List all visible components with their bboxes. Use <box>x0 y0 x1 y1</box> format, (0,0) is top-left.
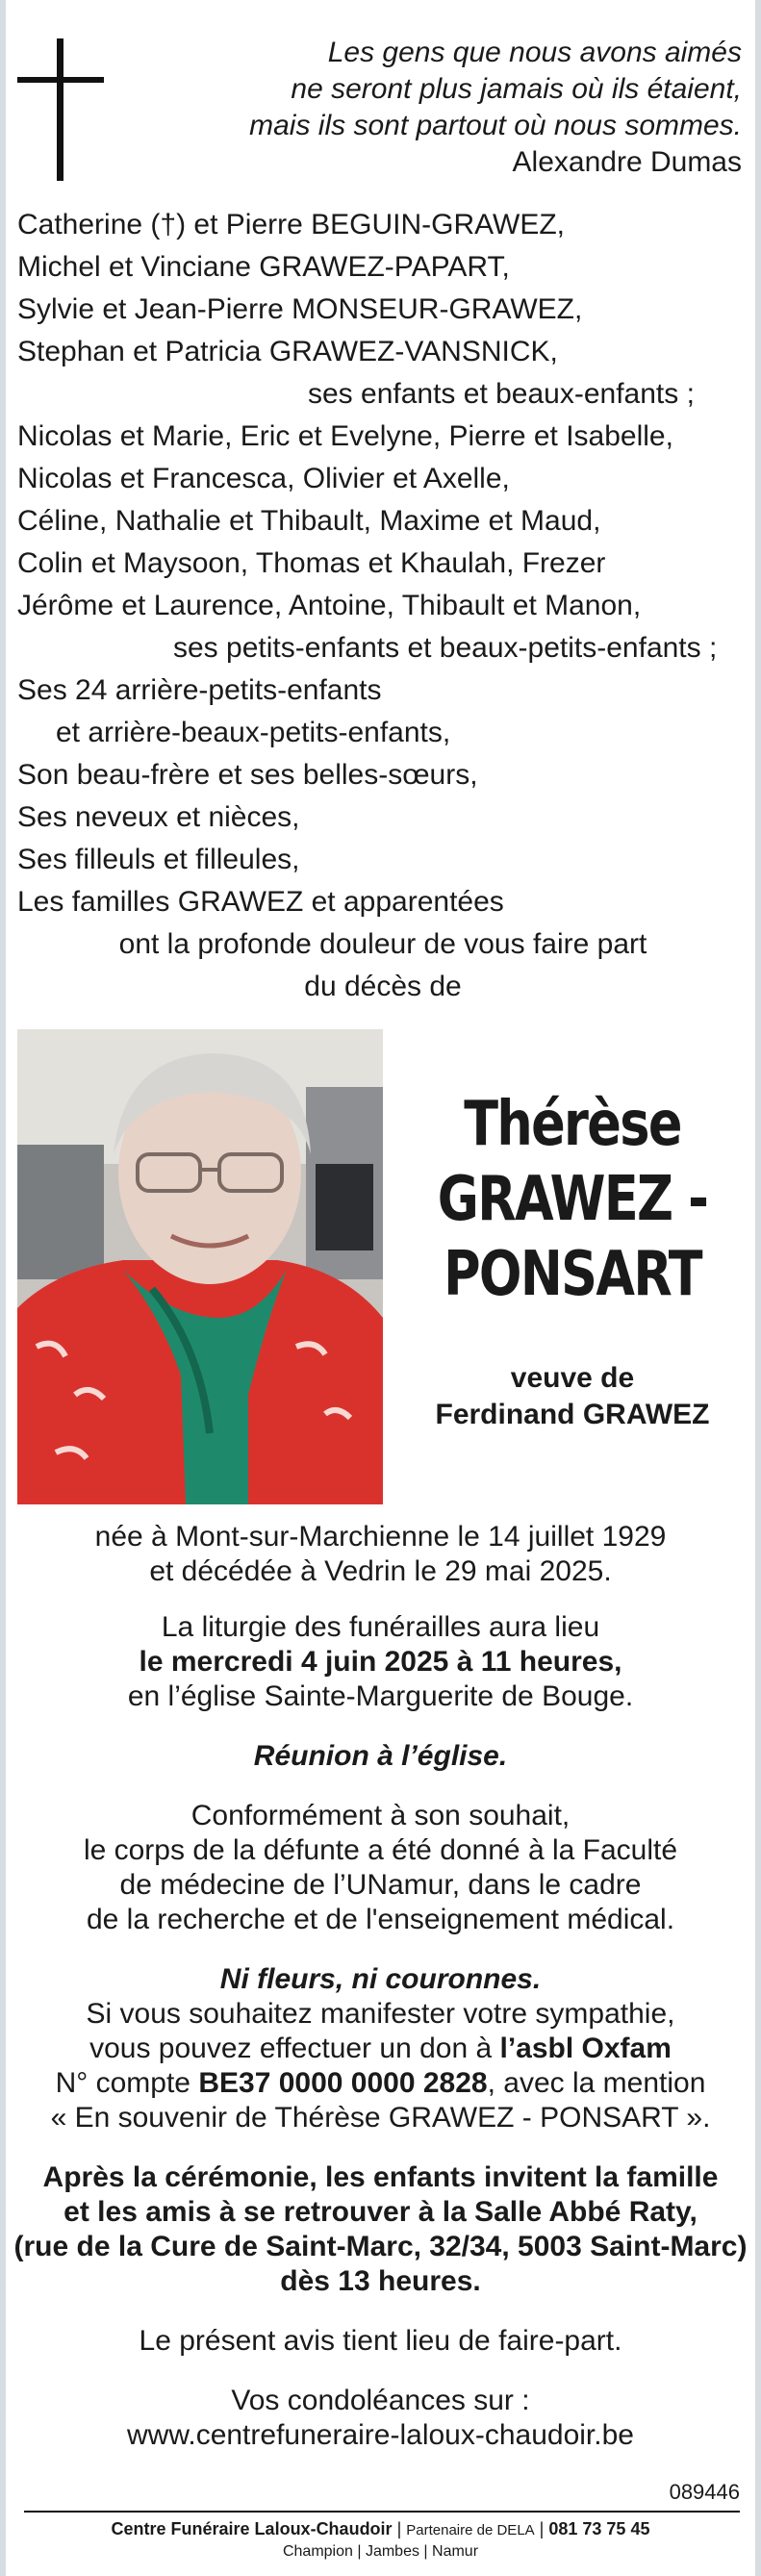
family-line: Ses filleuls et filleules, <box>17 844 300 875</box>
reception-line: dès 13 heures. <box>280 2265 481 2297</box>
family-line: Stephan et Patricia GRAWEZ-VANSNICK, <box>17 336 558 367</box>
quote-line: mais ils sont partout où nous sommes. <box>249 110 742 141</box>
donation-line: « En souvenir de Thérèse GRAWEZ - PONSART ». <box>50 2102 711 2134</box>
family-line: Nicolas et Marie, Eric et Evelyne, Pierre et Isabelle, <box>17 420 673 452</box>
family-line: ses petits-enfants et beaux-petits-enfants ; <box>173 632 718 664</box>
family-line: Céline, Nathalie et Thibault, Maxime et Maud, <box>17 505 601 537</box>
bank-account: BE37 0000 0000 2828 <box>198 2067 488 2099</box>
flowers-note: Ni fleurs, ni couronnes. <box>219 1963 542 1995</box>
wish-line: de la recherche et de l'enseignement médical. <box>86 1904 675 1935</box>
family-line: et arrière-beaux-petits-enfants, <box>56 717 451 748</box>
family-line: Nicolas et Francesca, Olivier et Axelle, <box>17 463 510 494</box>
wish-line: Conformément à son souhait, <box>190 1800 571 1831</box>
birth-line: née à Mont-sur-Marchienne le 14 juillet 1929 <box>94 1521 667 1553</box>
donation-line: Si vous souhaitez manifester votre sympathie, <box>86 1998 675 2030</box>
portrait-photo <box>17 1029 383 1504</box>
spouse-name: Ferdinand GRAWEZ <box>435 1399 710 1430</box>
family-list <box>17 204 748 1008</box>
phone-number: 081 73 75 45 <box>548 2519 650 2538</box>
family-line: du décès de <box>304 971 462 1002</box>
footer-locations: Champion | Jambes | Namur <box>282 2543 479 2560</box>
family-line: Ses neveux et nièces, <box>17 801 300 833</box>
quote-line: Les gens que nous avons aimés <box>327 37 742 68</box>
liturgy-place: en l’église Sainte-Marguerite de Bouge. <box>127 1680 634 1712</box>
liturgy-line: La liturgie des funérailles aura lieu <box>161 1611 600 1643</box>
family-line: Sylvie et Jean-Pierre MONSEUR-GRAWEZ, <box>17 293 583 325</box>
wish-line: de médecine de l’UNamur, dans le cadre <box>119 1869 642 1901</box>
family-line: ont la profonde douleur de vous faire part <box>118 928 647 960</box>
donation-line: N° compte BE37 0000 0000 2828, avec la mention <box>55 2067 706 2099</box>
condolences-line: Vos condoléances sur : <box>231 2385 530 2416</box>
family-line: ses enfants et beaux-enfants ; <box>308 378 695 410</box>
family-line: Michel et Vinciane GRAWEZ-PAPART, <box>17 251 510 283</box>
condolences-url[interactable]: www.centrefuneraire-laloux-chaudoir.be <box>127 2419 634 2451</box>
family-line: Jérôme et Laurence, Antoine, Thibault et Manon, <box>17 590 642 621</box>
reception-line: (rue de la Cure de Saint-Marc, 32/34, 5003 Saint-Marc) <box>13 2231 748 2262</box>
family-line: Colin et Maysoon, Thomas et Khaulah, Frezer <box>17 547 606 579</box>
notice-line: Le présent avis tient lieu de faire-part. <box>139 2325 622 2357</box>
widow-of <box>404 1360 741 1433</box>
cross-icon <box>17 38 104 183</box>
reception-line: Après la cérémonie, les enfants invitent la famille <box>42 2161 719 2193</box>
deceased-name-line: PONSART <box>444 1239 701 1310</box>
epigraph-quote <box>145 35 742 181</box>
deceased-block <box>404 1087 741 1433</box>
liturgy-date: le mercredi 4 juin 2025 à 11 heures, <box>139 1646 622 1678</box>
quote-author: Alexandre Dumas <box>512 146 742 178</box>
partner-label: Partenaire de DELA <box>406 2522 535 2538</box>
family-line: Les familles GRAWEZ et apparentées <box>17 886 504 918</box>
company-name: Centre Funéraire Laloux-Chaudoir <box>111 2519 393 2538</box>
donation-line: vous pouvez effectuer un don à l’asbl Oxfam <box>89 2033 672 2064</box>
meeting-note: Réunion à l’église. <box>253 1740 508 1772</box>
death-line: et décédée à Vedrin le 29 mai 2025. <box>149 1555 612 1587</box>
widow-label: veuve de <box>510 1362 635 1394</box>
deceased-name-line: GRAWEZ - <box>437 1164 708 1235</box>
announcement-body <box>0 1520 761 2453</box>
footer-divider <box>24 2511 740 2513</box>
footer <box>0 2518 761 2563</box>
family-line: Catherine (†) et Pierre BEGUIN-GRAWEZ, <box>17 209 566 240</box>
family-line: Ses 24 arrière-petits-enfants <box>17 674 382 706</box>
footer-line: Centre Funéraire Laloux-Chaudoir | Partenaire de DELA | 081 73 75 45 <box>111 2519 650 2538</box>
deceased-first-name: Thérèse <box>464 1089 681 1160</box>
charity-name: l’asbl Oxfam <box>499 2033 672 2064</box>
wish-line: le corps de la défunte a été donné à la Faculté <box>83 1834 678 1866</box>
reception-line: et les amis à se retrouver à la Salle Abbé Raty, <box>63 2196 698 2228</box>
reference-number: 089446 <box>669 2480 740 2504</box>
family-line: Son beau-frère et ses belles-sœurs, <box>17 759 478 791</box>
quote-line: ne seront plus jamais où ils étaient, <box>291 73 742 105</box>
